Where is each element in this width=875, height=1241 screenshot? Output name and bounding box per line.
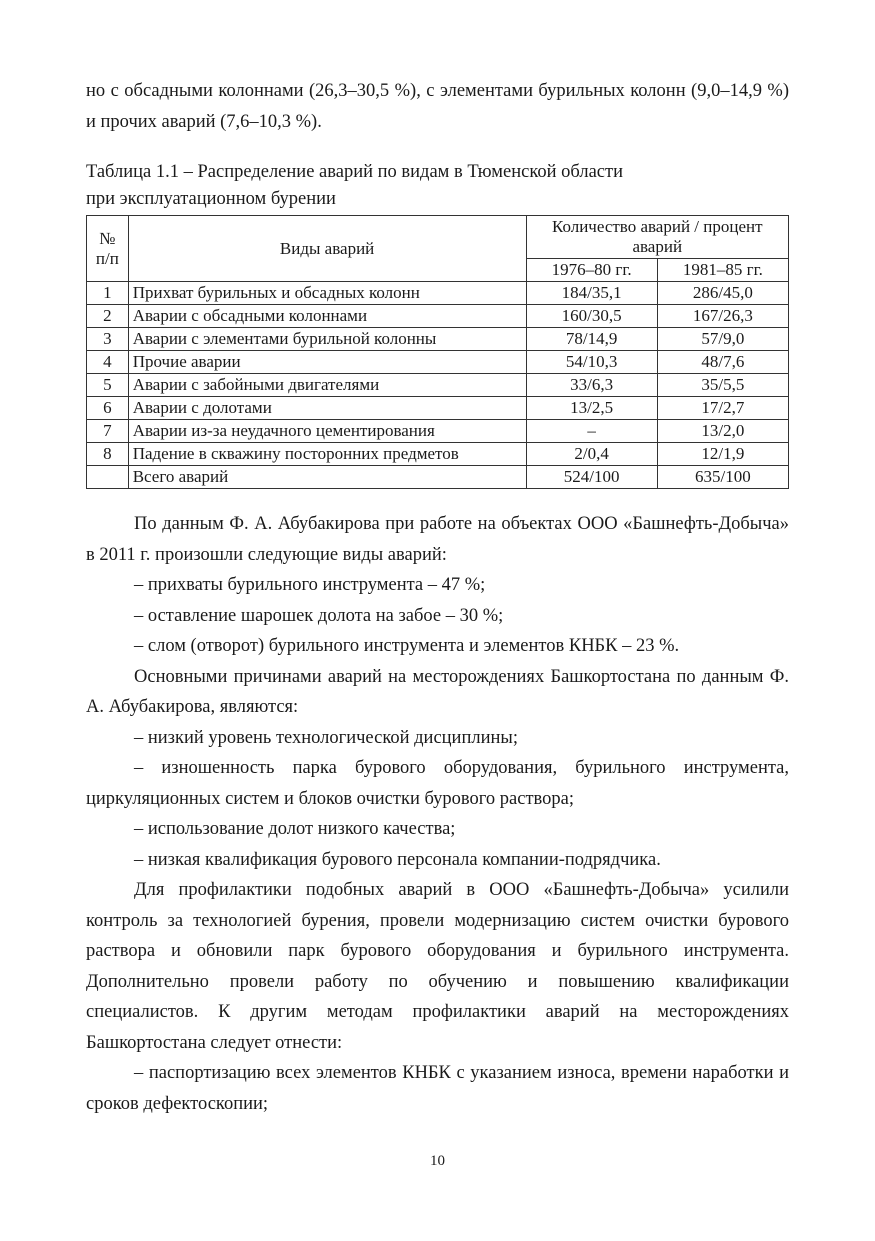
row-number: 3 [87, 328, 129, 351]
paragraph-main-causes: Основными причинами аварий на месторождениях Башкортостана по данным Ф. А. Абубакирова, являются: [86, 666, 789, 717]
table-row [87, 397, 789, 420]
list-item: – изношенность парка бурового оборудования, бурильного инструмента, циркуляционных систем и блоков очистки бурового раствора; [86, 758, 789, 809]
list-item: – оставление шарошек долота на забое – 30 %; [134, 605, 504, 626]
row-value-1976-80: 184/35,1 [526, 282, 657, 305]
page-number: 10 [430, 1153, 445, 1169]
table-header-row [87, 216, 789, 259]
row-accident-type: Аварии с обсадными колоннами [128, 305, 526, 328]
table-row [87, 305, 789, 328]
row-accident-type: Аварии из-за неудачного цементирования [128, 420, 526, 443]
row-value-1976-80: 13/2,5 [526, 397, 657, 420]
paragraph-abubakirov-intro: По данным Ф. А. Абубакирова при работе на объектах ООО «Башнефть-Добыча» в 2011 г. произошли следующие виды аварий: [86, 514, 789, 565]
row-value-1976-80: – [526, 420, 657, 443]
row-accident-type: Аварии с забойными двигателями [128, 374, 526, 397]
row-value-1976-80: 2/0,4 [526, 443, 657, 466]
paragraph-prevention: Для профилактики подобных аварий в ООО «Башнефть-Добыча» усилили контроль за технологией бурения, провели модернизацию систем очистки бурового раствора и обновили парк бурового оборудования и бурильного инструмента. Дополнительно провели работу по обучению и повышению квалификации специалистов. К другим методам профилактики аварий на месторождениях Башкортостана следует отнести: [86, 880, 789, 1053]
list-item: – использование долот низкого качества; [134, 819, 456, 839]
row-value-1976-80: 78/14,9 [526, 328, 657, 351]
row-value-1981-85: 13/2,0 [657, 420, 788, 443]
total-value-1981-85: 635/100 [657, 466, 788, 489]
row-value-1981-85: 48/7,6 [657, 351, 788, 374]
total-number [87, 466, 129, 489]
header-period-1976-80: 1976–80 гг. [526, 259, 657, 282]
row-accident-type: Прочие аварии [128, 351, 526, 374]
row-accident-type: Аварии с долотами [128, 397, 526, 420]
header-accident-type: Виды аварий [128, 216, 526, 282]
row-value-1981-85: 286/45,0 [657, 282, 788, 305]
intro-paragraph: но с обсадными колоннами (26,3–30,5 %), с элементами бурильных колонн (9,0–14,9 %) и прочих аварий (7,6–10,3 %). [86, 81, 789, 132]
row-value-1976-80: 33/6,3 [526, 374, 657, 397]
total-value-1976-80: 524/100 [526, 466, 657, 489]
row-number: 2 [87, 305, 129, 328]
header-number: № п/п [87, 216, 129, 282]
page-content [86, 76, 789, 1119]
header-period-1981-85: 1981–85 гг. [657, 259, 788, 282]
row-value-1981-85: 12/1,9 [657, 443, 788, 466]
table-row [87, 282, 789, 305]
table-total-row [87, 466, 789, 489]
total-label: Всего аварий [128, 466, 526, 489]
list-item: – низкая квалификация бурового персонала компании-подрядчика. [134, 849, 661, 870]
accidents-table [86, 215, 789, 489]
row-accident-type: Аварии с элементами бурильной колонны [128, 328, 526, 351]
row-value-1981-85: 35/5,5 [657, 374, 788, 397]
header-count-percent: Количество аварий / процент аварий [526, 216, 789, 259]
row-value-1981-85: 17/2,7 [657, 397, 788, 420]
list-item: – слом (отворот) бурильного инструмента и элементов КНБК – 23 %. [134, 636, 680, 656]
row-number: 1 [87, 282, 129, 305]
list-item: – низкий уровень технологической дисциплины; [134, 727, 518, 748]
row-number: 5 [87, 374, 129, 397]
row-number: 4 [87, 351, 129, 374]
row-value-1981-85: 167/26,3 [657, 305, 788, 328]
table-row [87, 351, 789, 374]
table-row [87, 328, 789, 351]
body-text [86, 509, 789, 1119]
row-value-1981-85: 57/9,0 [657, 328, 788, 351]
row-number: 7 [87, 420, 129, 443]
row-accident-type: Прихват бурильных и обсадных колонн [128, 282, 526, 305]
table-caption-line-2: при эксплуатационном бурении [86, 189, 336, 209]
table-row [87, 420, 789, 443]
table-caption [86, 159, 789, 213]
table-row [87, 443, 789, 466]
row-number: 6 [87, 397, 129, 420]
row-value-1976-80: 54/10,3 [526, 351, 657, 374]
row-value-1976-80: 160/30,5 [526, 305, 657, 328]
list-item: – прихваты бурильного инструмента – 47 %; [134, 575, 486, 595]
row-number: 8 [87, 443, 129, 466]
table-caption-line-1: Таблица 1.1 – Распределение аварий по видам в Тюменской области [86, 162, 623, 182]
table-row [87, 374, 789, 397]
row-accident-type: Падение в скважину посторонних предметов [128, 443, 526, 466]
list-item: – паспортизацию всех элементов КНБК с указанием износа, времени наработки и сроков дефектоскопии; [86, 1063, 789, 1114]
